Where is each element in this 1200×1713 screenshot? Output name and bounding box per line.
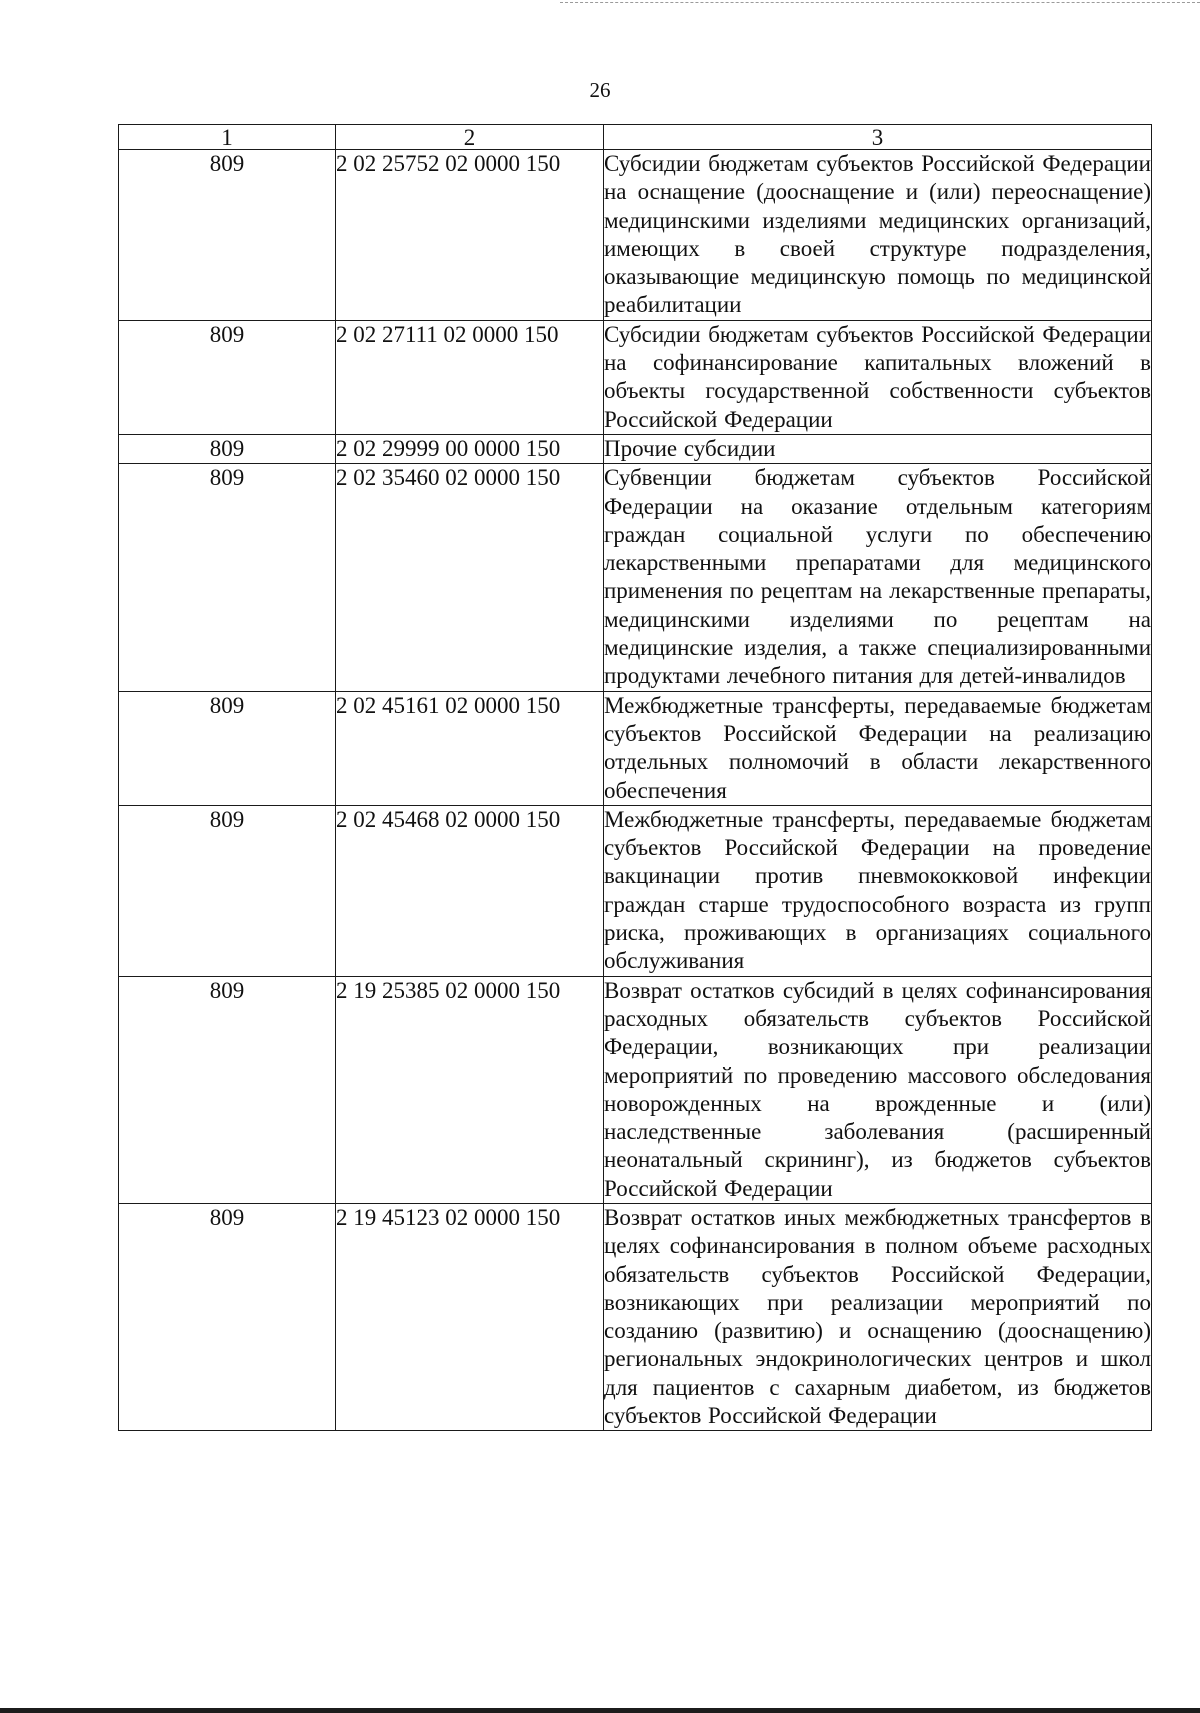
scan-bottom-edge <box>0 1708 1200 1713</box>
admin-code-cell: 809 <box>119 464 336 691</box>
table-row <box>119 976 1152 1203</box>
column-header-1: 1 <box>119 125 336 150</box>
income-name-cell: Прочие субсидии <box>604 434 1152 463</box>
admin-code-cell: 809 <box>119 150 336 321</box>
income-name-cell: Межбюджетные трансферты, передаваемые бюджетам субъектов Российской Федерации на реализацию отдельных полномочий в области лекарственного обеспечения <box>604 691 1152 805</box>
table-row <box>119 150 1152 321</box>
table-row <box>119 320 1152 434</box>
admin-code-cell: 809 <box>119 1203 336 1430</box>
table-row <box>119 691 1152 805</box>
page-number: 26 <box>589 78 611 102</box>
table-row <box>119 805 1152 976</box>
budget-code-cell: 2 02 27111 02 0000 150 <box>336 320 604 434</box>
revenue-codes-table <box>118 124 1152 1431</box>
budget-code-cell: 2 02 45468 02 0000 150 <box>336 805 604 976</box>
scan-edge-line <box>560 2 1200 4</box>
income-name-cell: Межбюджетные трансферты, передаваемые бюджетам субъектов Российской Федерации на проведение вакцинации против пневмококковой инфекции граждан старше трудоспособного возраста из групп риска, проживающих в организациях социального обслуживания <box>604 805 1152 976</box>
budget-code-cell: 2 02 29999 00 0000 150 <box>336 434 604 463</box>
income-name-cell: Субсидии бюджетам субъектов Российской Федерации на оснащение (дооснащение и (или) переоснащение) медицинскими изделиями медицинских организаций, имеющих в своей структуре подразделения, оказывающие медицинскую помощь по медицинской реабилитации <box>604 150 1152 321</box>
income-name-cell: Возврат остатков субсидий в целях софинансирования расходных обязательств субъектов Российской Федерации, возникающих при реализации мероприятий по проведению массового обследования новорожденных на врожденные и (или) наследственные заболевания (расширенный неонатальный скрининг), из бюджетов субъектов Российской Федерации <box>604 976 1152 1203</box>
table-row <box>119 1203 1152 1430</box>
table-row <box>119 434 1152 463</box>
table-header-row <box>119 125 1152 150</box>
income-name-cell: Возврат остатков иных межбюджетных трансфертов в целях софинансирования в полном объеме расходных обязательств субъектов Российской Федерации, возникающих при реализации мероприятий по созданию (развитию) и оснащению (дооснащению) региональных эндокринологических центров и школ для пациентов с сахарным диабетом, из бюджетов субъектов Российской Федерации <box>604 1203 1152 1430</box>
admin-code-cell: 809 <box>119 320 336 434</box>
column-header-2: 2 <box>336 125 604 150</box>
budget-code-cell: 2 02 25752 02 0000 150 <box>336 150 604 321</box>
admin-code-cell: 809 <box>119 434 336 463</box>
budget-code-cell: 2 19 45123 02 0000 150 <box>336 1203 604 1430</box>
income-name-cell: Субвенции бюджетам субъектов Российской Федерации на оказание отдельным категориям граждан социальной услуги по обеспечению лекарственными препаратами для медицинского применения по рецептам на лекарственные препараты, медицинскими изделиями по рецептам на медицинские изделия, а также специализированными продуктами лечебного питания для детей-инвалидов <box>604 464 1152 691</box>
income-name-cell: Субсидии бюджетам субъектов Российской Федерации на софинансирование капитальных вложений в объекты государственной собственности субъектов Российской Федерации <box>604 320 1152 434</box>
budget-code-cell: 2 02 35460 02 0000 150 <box>336 464 604 691</box>
admin-code-cell: 809 <box>119 691 336 805</box>
budget-code-cell: 2 19 25385 02 0000 150 <box>336 976 604 1203</box>
admin-code-cell: 809 <box>119 805 336 976</box>
admin-code-cell: 809 <box>119 976 336 1203</box>
table-row <box>119 464 1152 691</box>
column-header-3: 3 <box>604 125 1152 150</box>
budget-code-cell: 2 02 45161 02 0000 150 <box>336 691 604 805</box>
